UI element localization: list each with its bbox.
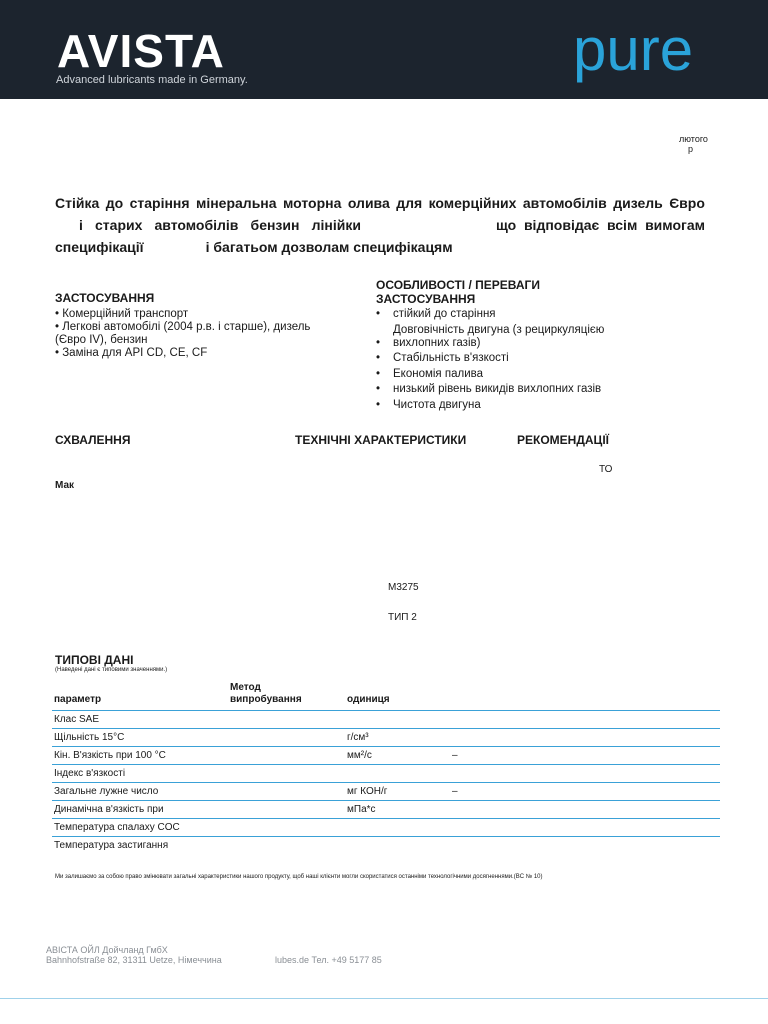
bullet-icon: •: [376, 398, 381, 411]
cell-param: Температура спалаху COC: [54, 822, 180, 833]
table-header-row: [52, 680, 720, 711]
heading-spec: специфікації: [55, 239, 144, 255]
cell-unit: мПа*с: [347, 804, 376, 815]
feature-item: [376, 324, 706, 337]
cell-value: –: [452, 750, 458, 761]
unit-header: одиниця: [347, 694, 390, 705]
heading-word: відповідає: [523, 217, 600, 233]
cell-value: –: [452, 786, 458, 797]
table-row: [52, 729, 720, 747]
application-item: • Легкові автомобілі (2004 р.в. і старше), дизель: [55, 321, 311, 333]
footer-company: АВІСТА ОЙЛ Дойчланд ГмбХ: [46, 945, 168, 955]
heading-word: моторна: [283, 195, 342, 211]
method-header-line-2: випробування: [230, 694, 302, 705]
heading-word: автомобілів: [522, 195, 607, 211]
heading-word: вимогам: [645, 217, 705, 233]
heading-word: і: [79, 217, 83, 233]
footer-contact: lubes.de Тел. +49 5177 85: [275, 955, 382, 965]
feature-text: вихлопних газів): [393, 336, 481, 349]
cell-param: Кін. В'язкість при 100 °C: [54, 750, 166, 761]
table-row: [52, 837, 720, 854]
cell-param: Індекс в'язкості: [54, 768, 126, 779]
feature-item: [376, 368, 706, 381]
typical-data-subtitle: (Наведені дані є типовими значеннями.): [55, 667, 168, 673]
features-title-line-1: ОСОБЛИВОСТІ / ПЕРЕВАГИ: [376, 278, 540, 292]
feature-item: [376, 308, 706, 321]
table-row: [52, 801, 720, 819]
feature-text: Стабільність в'язкості: [393, 352, 509, 364]
product-heading: [55, 192, 705, 258]
heading-word: бензин: [250, 217, 300, 233]
feature-text: Довговічність двигуна (з рециркуляцією: [393, 323, 605, 336]
table-row: [52, 783, 720, 801]
product-line-logo: pure: [573, 16, 694, 83]
table-body: [52, 711, 720, 854]
features-list: [376, 308, 706, 414]
heading-word: старіння: [129, 195, 190, 211]
table-row: [52, 765, 720, 783]
footer-address: Bahnhofstraße 82, 31311 Uetze, Німеччина: [46, 955, 222, 965]
heading-word: мінеральна: [195, 195, 277, 211]
param-header: параметр: [54, 694, 102, 705]
cell-param: Щільність 15°C: [54, 732, 125, 743]
cell-unit: мм²/с: [347, 750, 372, 761]
heading-word: автомобілів: [154, 217, 239, 233]
approvals-title: СХВАЛЕННЯ: [55, 433, 131, 447]
heading-word: старих: [95, 217, 143, 233]
tech-item: ТИП 2: [388, 612, 417, 623]
heading-word: дизель: [613, 195, 663, 211]
feature-text: стійкий до старіння: [393, 308, 496, 320]
cell-param: Температура застигання: [54, 840, 169, 851]
tech-item: M3275: [388, 582, 419, 593]
date-month: лютого: [679, 134, 708, 144]
heading-line-2: [55, 214, 705, 236]
heading-word: до: [105, 195, 124, 211]
cell-unit: мг КОН/г: [347, 786, 388, 797]
feature-text: низький рівень викидів вихлопних газів: [393, 383, 602, 395]
bullet-icon: •: [376, 367, 381, 380]
approval-item: Мак: [55, 480, 75, 491]
table-row: [52, 747, 720, 765]
application-item: • Комерційний транспорт: [55, 308, 189, 320]
bullet-icon: •: [376, 336, 381, 349]
bullet-icon: •: [376, 352, 381, 364]
heading-word: комерційних: [428, 195, 517, 211]
heading-word: для: [396, 195, 423, 211]
application-item: • Заміна для API CD, CE, CF: [55, 347, 208, 359]
heading-line-3: [55, 236, 705, 258]
heading-word: лінійки: [311, 217, 361, 233]
heading-word: Євро: [669, 195, 705, 211]
table-row: [52, 711, 720, 729]
technical-title: ТЕХНІЧНІ ХАРАКТЕРИСТИКИ: [295, 433, 467, 447]
feature-item: [376, 337, 706, 350]
application-title: ЗАСТОСУВАННЯ: [55, 291, 155, 305]
typical-data-table: [52, 680, 720, 854]
bullet-icon: •: [376, 383, 381, 395]
heading-word: що: [496, 217, 517, 233]
bullet-icon: •: [376, 308, 381, 320]
recommendation-item: ТО: [599, 464, 613, 475]
method-header: [230, 682, 302, 706]
footer-divider: [0, 998, 768, 999]
disclaimer: Ми залишаємо за собою право змінювати загальні характеристики нашого продукту, щоб наші клієнти могли скористатися останніми технологічними досягненнями.(BC № 10): [55, 874, 543, 880]
feature-text: Економія палива: [393, 367, 483, 380]
features-title: [376, 278, 540, 306]
heading-approvals: і багатьом дозволам специфікацям: [205, 239, 453, 255]
date-year-suffix: р: [688, 144, 694, 154]
cell-param: Динамічна в'язкість при: [54, 804, 164, 815]
cell-unit: г/см³: [347, 732, 369, 743]
heading-line-1: [55, 192, 705, 214]
heading-word: олива: [347, 195, 390, 211]
heading-word: всім: [607, 217, 638, 233]
application-item: (Євро IV), бензин: [55, 334, 148, 346]
feature-item: [376, 383, 706, 396]
method-header-line-1: Метод: [230, 682, 261, 693]
avista-logo: AVISTA: [57, 25, 225, 77]
recommendations-title: РЕКОМЕНДАЦІЇ: [517, 433, 609, 447]
cell-param: Клас SAE: [54, 714, 100, 725]
cell-param: Загальне лужне число: [54, 786, 159, 797]
heading-word: Стійка: [55, 195, 100, 211]
brand-tagline: Advanced lubricants made in Germany.: [56, 74, 248, 86]
feature-item: [376, 352, 706, 365]
feature-text: Чистота двигуна: [393, 398, 481, 411]
table-row: [52, 819, 720, 837]
application-list: [55, 308, 345, 360]
typical-data-title: ТИПОВІ ДАНІ: [55, 653, 134, 667]
feature-item: [376, 399, 706, 412]
features-title-line-2: ЗАСТОСУВАННЯ: [376, 292, 476, 306]
